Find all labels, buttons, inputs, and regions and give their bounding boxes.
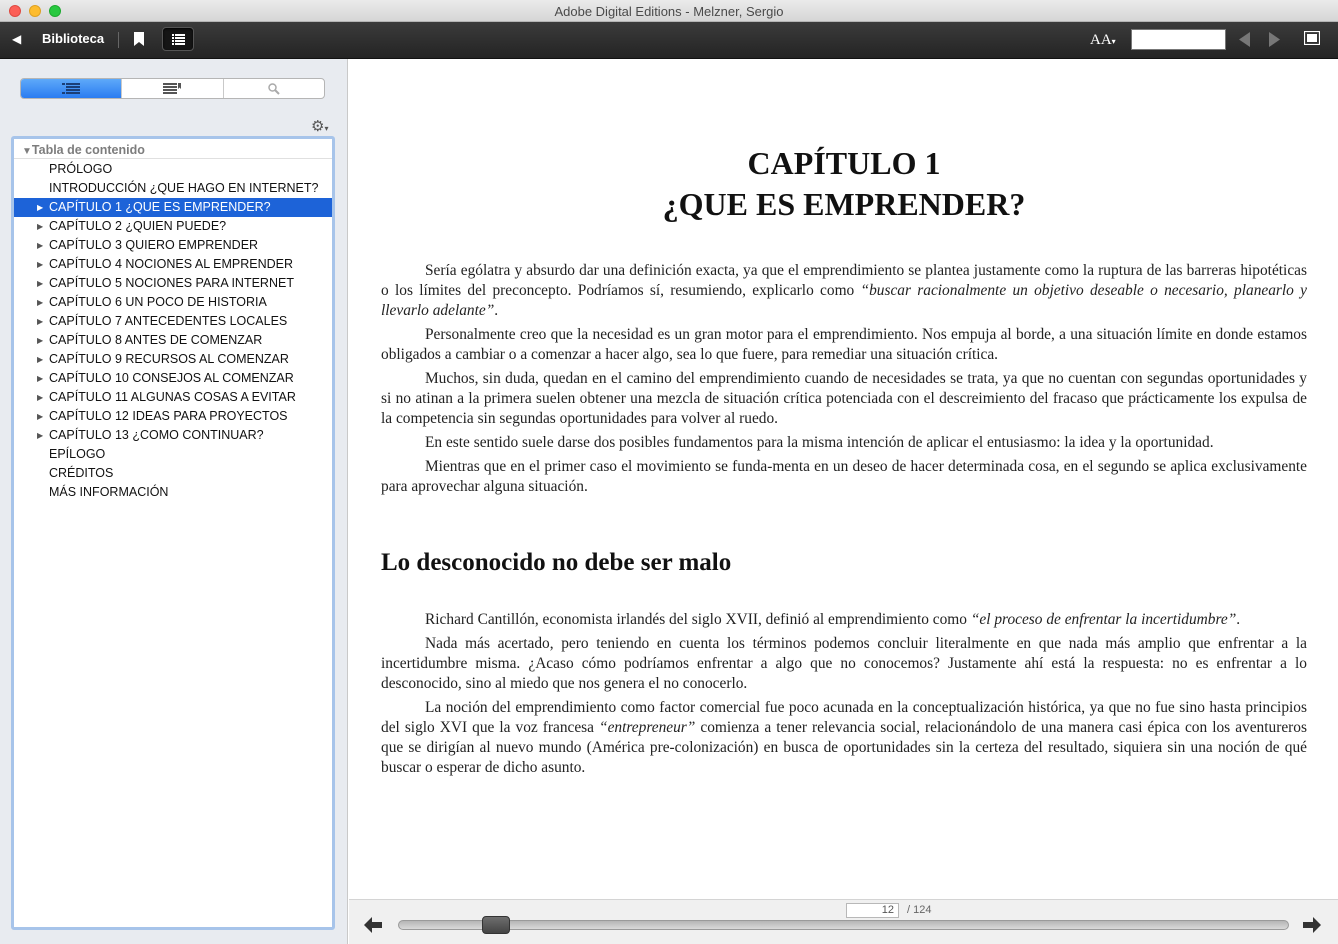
toc-item[interactable]: [14, 407, 332, 426]
triangle-right-icon[interactable]: [1268, 32, 1280, 47]
toc-item-label: EPÍLOGO: [49, 447, 106, 461]
section-body: [381, 610, 1307, 778]
total-pages-label: / 124: [907, 904, 932, 916]
toc-item[interactable]: [14, 331, 332, 350]
paragraph: En este sentido suele darse dos posibles fundamentos para la misma intención de aplicar el entusiasmo: la idea y la oportunidad.: [425, 434, 1214, 451]
toc-item-label: CAPÍTULO 13 ¿COMO CONTINUAR?: [49, 428, 264, 442]
window-title: Adobe Digital Editions - Melzner, Sergio: [554, 4, 784, 19]
toc-item[interactable]: [14, 445, 332, 464]
toc-item[interactable]: [14, 274, 332, 293]
disclosure-triangle-icon[interactable]: ▶: [37, 279, 44, 288]
paragraph-text: Richard Cantillón, economista irlandés del siglo XVII, definió al emprendimiento como: [425, 611, 971, 628]
toc-item[interactable]: [14, 179, 332, 198]
title-bar[interactable]: [0, 0, 1338, 22]
paragraph: [381, 610, 1307, 630]
disclosure-triangle-icon[interactable]: ▶: [37, 431, 44, 440]
toc-item[interactable]: [14, 483, 332, 502]
toc-header[interactable]: [22, 143, 145, 157]
tab-bookmarks[interactable]: [122, 79, 223, 98]
tab-contents[interactable]: [21, 79, 122, 98]
page-navigation-bar: [349, 899, 1338, 944]
disclosure-triangle-icon: ▼: [22, 146, 32, 157]
disclosure-triangle-icon[interactable]: ▶: [37, 260, 44, 269]
disclosure-triangle-icon[interactable]: ▶: [37, 355, 44, 364]
toc-item-label: CAPÍTULO 2 ¿QUIEN PUEDE?: [49, 219, 227, 233]
font-size-button[interactable]: [1090, 32, 1116, 49]
page-slider-track[interactable]: [398, 920, 1289, 930]
toc-item-label: MÁS INFORMACIÓN: [49, 485, 169, 499]
toc-item-label: CAPÍTULO 4 NOCIONES AL EMPRENDER: [49, 257, 294, 271]
paragraph-quote: “buscar racionalmente un objetivo deseable o necesario, planearlo y llevarlo adelante”: [381, 282, 1307, 319]
page-slider-thumb[interactable]: [482, 916, 510, 934]
toc-item-label: CAPÍTULO 1 ¿QUE ES EMPRENDER?: [49, 200, 271, 214]
current-page-input[interactable]: 12: [846, 903, 899, 918]
paragraph: Personalmente creo que la necesidad es un gran motor para el emprendimiento. Nos empuja al borde, a una situación límite en donde estamos obligados a cambiar o a comenzar a hacer algo, sea lo que fuere, para remediar una situación crítica.: [381, 326, 1307, 363]
paragraph-quote: “el proceso de enfrentar la incertidumbre”: [970, 611, 1237, 628]
disclosure-triangle-icon[interactable]: ▶: [37, 203, 44, 212]
toc-item[interactable]: [14, 369, 332, 388]
bookmark-icon[interactable]: [134, 32, 144, 46]
toc-item[interactable]: [14, 160, 332, 179]
sidebar: [0, 59, 348, 944]
toc-item-label: CAPÍTULO 11 ALGUNAS COSAS A EVITAR: [49, 390, 296, 404]
table-of-contents: [11, 136, 335, 930]
chapter-number: CAPÍTULO 1: [747, 145, 941, 181]
page-jump-input[interactable]: [1131, 29, 1226, 50]
toc-item-label: INTRODUCCIÓN ¿QUE HAGO EN INTERNET?: [49, 181, 319, 195]
disclosure-triangle-icon[interactable]: ▶: [37, 241, 44, 250]
paragraph: Muchos, sin duda, quedan en el camino del emprendimiento cuando de necesidades se trata, ya que no cuentan con segundas oportunidades y si no atinan a la primera suelen obtener una mezcla de situación crítica potenciada con el descreimiento del fracaso que prácticamente los expulsa de la competencia sin segundas oportunidades para volver al ruedo.: [381, 370, 1307, 427]
gear-icon[interactable]: ⚙▾: [311, 118, 329, 135]
toc-item[interactable]: [14, 388, 332, 407]
toc-item-label: CAPÍTULO 10 CONSEJOS AL COMENZAR: [49, 371, 294, 385]
disclosure-triangle-icon[interactable]: ▶: [37, 374, 44, 383]
triangle-left-icon[interactable]: [1239, 32, 1251, 47]
disclosure-triangle-icon[interactable]: ▶: [37, 412, 44, 421]
toc-item-label: PRÓLOGO: [49, 162, 113, 176]
toc-item-label: CAPÍTULO 7 ANTECEDENTES LOCALES: [49, 314, 288, 328]
paragraph-text: .: [494, 302, 499, 319]
paragraph: [381, 261, 1307, 321]
toc-list: [14, 160, 332, 502]
library-button[interactable]: Biblioteca: [42, 31, 105, 46]
disclosure-triangle-icon[interactable]: ▶: [37, 336, 44, 345]
reading-pane: [349, 59, 1338, 899]
chapter-name: ¿QUE ES EMPRENDER?: [662, 186, 1026, 222]
toc-item[interactable]: [14, 312, 332, 331]
disclosure-triangle-icon[interactable]: ▶: [37, 222, 44, 231]
bookmark-list-icon: [163, 83, 181, 95]
paragraph: Mientras que en el primer caso el movimiento se funda-menta en un deseo de hacer determinada cosa, en el segundo se aplica exclusivamente para aprovechar alguna situación.: [381, 458, 1307, 495]
toc-item-label: CAPÍTULO 9 RECURSOS AL COMENZAR: [49, 352, 289, 366]
chapter-body: [381, 261, 1307, 497]
toc-item[interactable]: [14, 236, 332, 255]
disclosure-triangle-icon[interactable]: ▶: [37, 298, 44, 307]
toc-item-label: CAPÍTULO 8 ANTES DE COMENZAR: [49, 333, 263, 347]
toc-toggle-button[interactable]: [162, 27, 194, 51]
paragraph: [381, 698, 1307, 778]
fullscreen-icon[interactable]: [1304, 31, 1320, 45]
arrow-left-icon[interactable]: [364, 917, 382, 933]
toc-item[interactable]: [14, 350, 332, 369]
paragraph-quote: “entrepreneur”: [599, 719, 696, 736]
toc-item-label: CAPÍTULO 12 IDEAS PARA PROYECTOS: [49, 409, 288, 423]
paragraph-text: La noción del emprendimiento como factor comercial fue poco acunada en la conceptualización histórica, ya que no fue sino hasta principios del siglo XVI que la voz francesa: [381, 699, 1307, 736]
toc-item[interactable]: [14, 198, 332, 217]
tab-search[interactable]: [224, 79, 324, 98]
toolbar-divider: [118, 32, 119, 48]
section-heading: Lo desconocido no debe ser malo: [381, 549, 732, 576]
toc-divider: [14, 158, 332, 159]
toc-item[interactable]: [14, 426, 332, 445]
toc-item[interactable]: [14, 255, 332, 274]
disclosure-triangle-icon[interactable]: ▶: [37, 317, 44, 326]
toc-item-label: CRÉDITOS: [49, 466, 114, 480]
paragraph-text: comienza a tener relevancia social, relacionándolo de una manera casi épica con los aventureros que se dirigían al nuevo mundo (América pre-colonización) en busca de oportunidades sin la certeza del resultado, siquiera sin una noción de qué buscar o esperar de dicho asunto.: [381, 719, 1307, 776]
toc-item[interactable]: [14, 217, 332, 236]
toc-list-icon: [62, 83, 80, 95]
paragraph-text: .: [1236, 611, 1241, 628]
toc-header-label: Tabla de contenido: [31, 143, 145, 157]
toolbar: [0, 22, 1338, 59]
toc-item-label: CAPÍTULO 3 QUIERO EMPRENDER: [49, 238, 259, 252]
chapter-title: [381, 143, 1307, 225]
back-icon[interactable]: ◀: [12, 32, 22, 46]
toc-item-label: CAPÍTULO 6 UN POCO DE HISTORIA: [49, 295, 267, 309]
search-icon: [268, 83, 280, 95]
chevron-down-icon: ▾: [1111, 37, 1116, 46]
font-size-label: AA: [1090, 32, 1112, 48]
arrow-right-icon[interactable]: [1303, 917, 1321, 933]
toc-item-label: CAPÍTULO 5 NOCIONES PARA INTERNET: [49, 276, 294, 290]
toc-item[interactable]: [14, 293, 332, 312]
sidebar-view-switcher: [20, 78, 325, 99]
toc-item[interactable]: [14, 464, 332, 483]
paragraph: Nada más acertado, pero teniendo en cuenta los términos podemos concluir literalmente en que nada más amplio que enfrentar a la incertidumbre misma. ¿Acaso cómo podríamos enfrentar a algo que no conocemos? Justamente ahí está la respuesta: no es enfrentar a lo desconocido, sino al miedo que nos genera el no conocerlo.: [381, 635, 1307, 692]
list-icon: [163, 28, 193, 50]
paragraph-text: Sería ególatra y absurdo dar una definición exacta, ya que el emprendimiento se plantea justamente como la ruptura de las barreras hipotéticas o los límites del preconcepto. Podríamos sí, resumiendo, explicarlo como: [381, 262, 1307, 299]
disclosure-triangle-icon[interactable]: ▶: [37, 393, 44, 402]
